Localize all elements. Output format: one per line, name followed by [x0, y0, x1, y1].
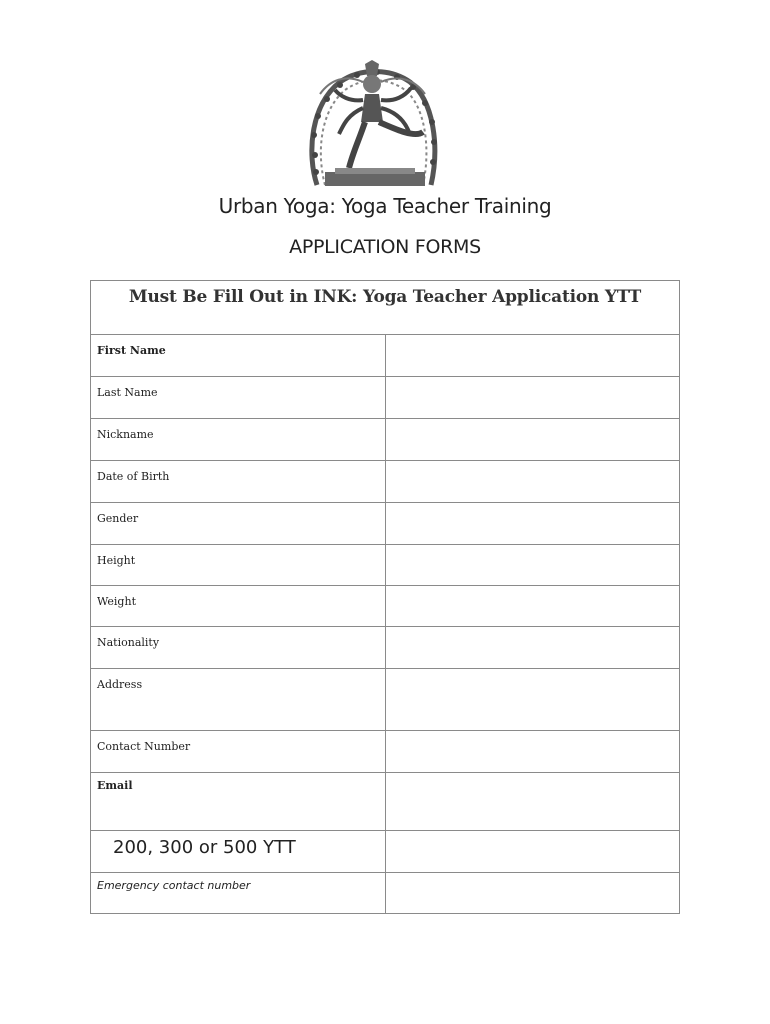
form-row-nickname	[91, 419, 680, 461]
nickname-field[interactable]	[385, 419, 680, 461]
nataraja-logo-icon	[305, 60, 440, 190]
ytt-level-field[interactable]	[385, 831, 680, 873]
emergency-contact-field[interactable]	[385, 873, 680, 914]
document-title: Urban Yoga: Yoga Teacher Training	[218, 194, 552, 218]
form-row-height	[91, 545, 680, 586]
form-row-contact-number	[91, 731, 680, 773]
height-field[interactable]	[385, 545, 680, 586]
gender-field[interactable]	[385, 503, 680, 545]
field-label-nickname: Nickname	[91, 419, 386, 461]
field-label-last-name: Last Name	[91, 377, 386, 419]
email-field[interactable]	[385, 773, 680, 831]
field-label-date-of-birth: Date of Birth	[91, 461, 386, 503]
address-field[interactable]	[385, 669, 680, 731]
last-name-field[interactable]	[385, 377, 680, 419]
first-name-field[interactable]	[385, 335, 680, 377]
date-of-birth-field[interactable]	[385, 461, 680, 503]
document-subtitle: APPLICATION FORMS	[289, 236, 481, 258]
field-label-email: Email	[91, 773, 386, 831]
form-row-last-name	[91, 377, 680, 419]
form-row-email	[91, 773, 680, 831]
field-label-emergency-contact: Emergency contact number	[91, 873, 386, 914]
form-row-date-of-birth	[91, 461, 680, 503]
field-label-first-name: First Name	[91, 335, 386, 377]
contact-number-field[interactable]	[385, 731, 680, 773]
form-row-gender	[91, 503, 680, 545]
form-row-nationality	[91, 627, 680, 669]
form-row-emergency-contact	[91, 873, 680, 914]
field-label-contact-number: Contact Number	[91, 731, 386, 773]
field-label-nationality: Nationality	[91, 627, 386, 669]
form-row-weight	[91, 586, 680, 627]
field-label-ytt-level: 200, 300 or 500 YTT	[91, 831, 386, 873]
form-row-address	[91, 669, 680, 731]
application-form-table	[90, 280, 680, 914]
form-header-row	[91, 281, 680, 335]
field-label-height: Height	[91, 545, 386, 586]
nationality-field[interactable]	[385, 627, 680, 669]
weight-field[interactable]	[385, 586, 680, 627]
field-label-gender: Gender	[91, 503, 386, 545]
form-header: Must Be Fill Out in INK: Yoga Teacher Application YTT	[91, 281, 680, 335]
form-row-ytt-level	[91, 831, 680, 873]
field-label-weight: Weight	[91, 586, 386, 627]
form-row-first-name	[91, 335, 680, 377]
field-label-address: Address	[91, 669, 386, 731]
